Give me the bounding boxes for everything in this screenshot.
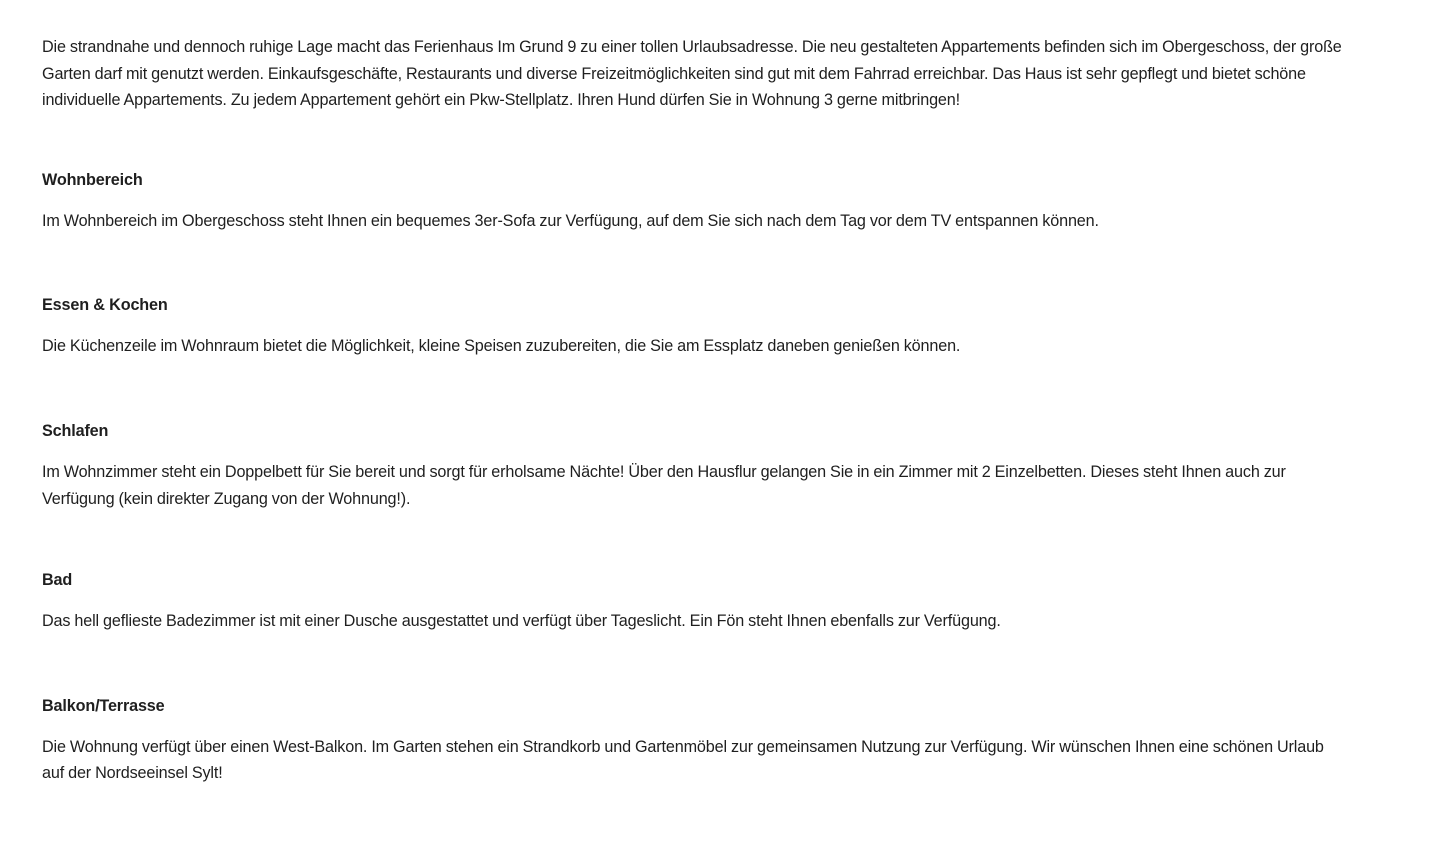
intro-paragraph: Die strandnahe und dennoch ruhige Lage macht das Ferienhaus Im Grund 9 zu einer tollen Urlaubsadresse. Die neu gestalteten Appartements befinden sich im Obergeschoss, der große Garten darf mit genutzt werden. Einkaufsgeschäfte, Restaurants und diverse Freizeitmöglichkeiten sind gut mit dem Fahrrad erreichbar. Das Haus ist sehr gepflegt und bietet schöne individuelle Appartements. Zu jedem Appartement gehört ein Pkw-Stellplatz. Ihren Hund dürfen Sie in Wohnung 3 gerne mitbringen! [42,38,1342,110]
section-essen-kochen [42,294,1342,360]
section-schlafen [42,420,1342,512]
section-wohnbereich [42,169,1342,235]
section-body: Das hell geflieste Badezimmer ist mit einer Dusche ausgestattet und verfügt über Tageslicht. Ein Fön steht Ihnen ebenfalls zur Verfügung. [42,612,1001,631]
section-heading: Wohnbereich [42,170,143,189]
section-heading: Balkon/Terrasse [42,696,165,715]
section-heading: Bad [42,571,73,590]
section-body: Im Wohnbereich im Obergeschoss steht Ihnen ein bequemes 3er-Sofa zur Verfügung, auf dem Sie sich nach dem Tag vor dem TV entspannen können. [42,211,1099,230]
section-heading: Schlafen [42,421,109,440]
section-heading: Essen & Kochen [42,296,168,315]
section-body: Die Wohnung verfügt über einen West-Balkon. Im Garten stehen ein Strandkorb und Gartenmöbel zur gemeinsamen Nutzung zur Verfügung. Wir wünschen Ihnen eine schönen Urlaub auf der Nordseeinsel Sylt! [42,737,1324,783]
section-balkon-terrasse [42,695,1342,787]
section-body: Die Küchenzeile im Wohnraum bietet die Möglichkeit, kleine Speisen zuzubereiten, die Sie am Essplatz daneben genießen können. [42,337,961,356]
section-bad [42,569,1342,635]
section-body: Im Wohnzimmer steht ein Doppelbett für Sie bereit und sorgt für erholsame Nächte! Über den Hausflur gelangen Sie in ein Zimmer mit 2 Einzelbetten. Dieses steht Ihnen auch zur Verfügung (kein direkter Zugang von der Wohnung!). [42,462,1286,508]
